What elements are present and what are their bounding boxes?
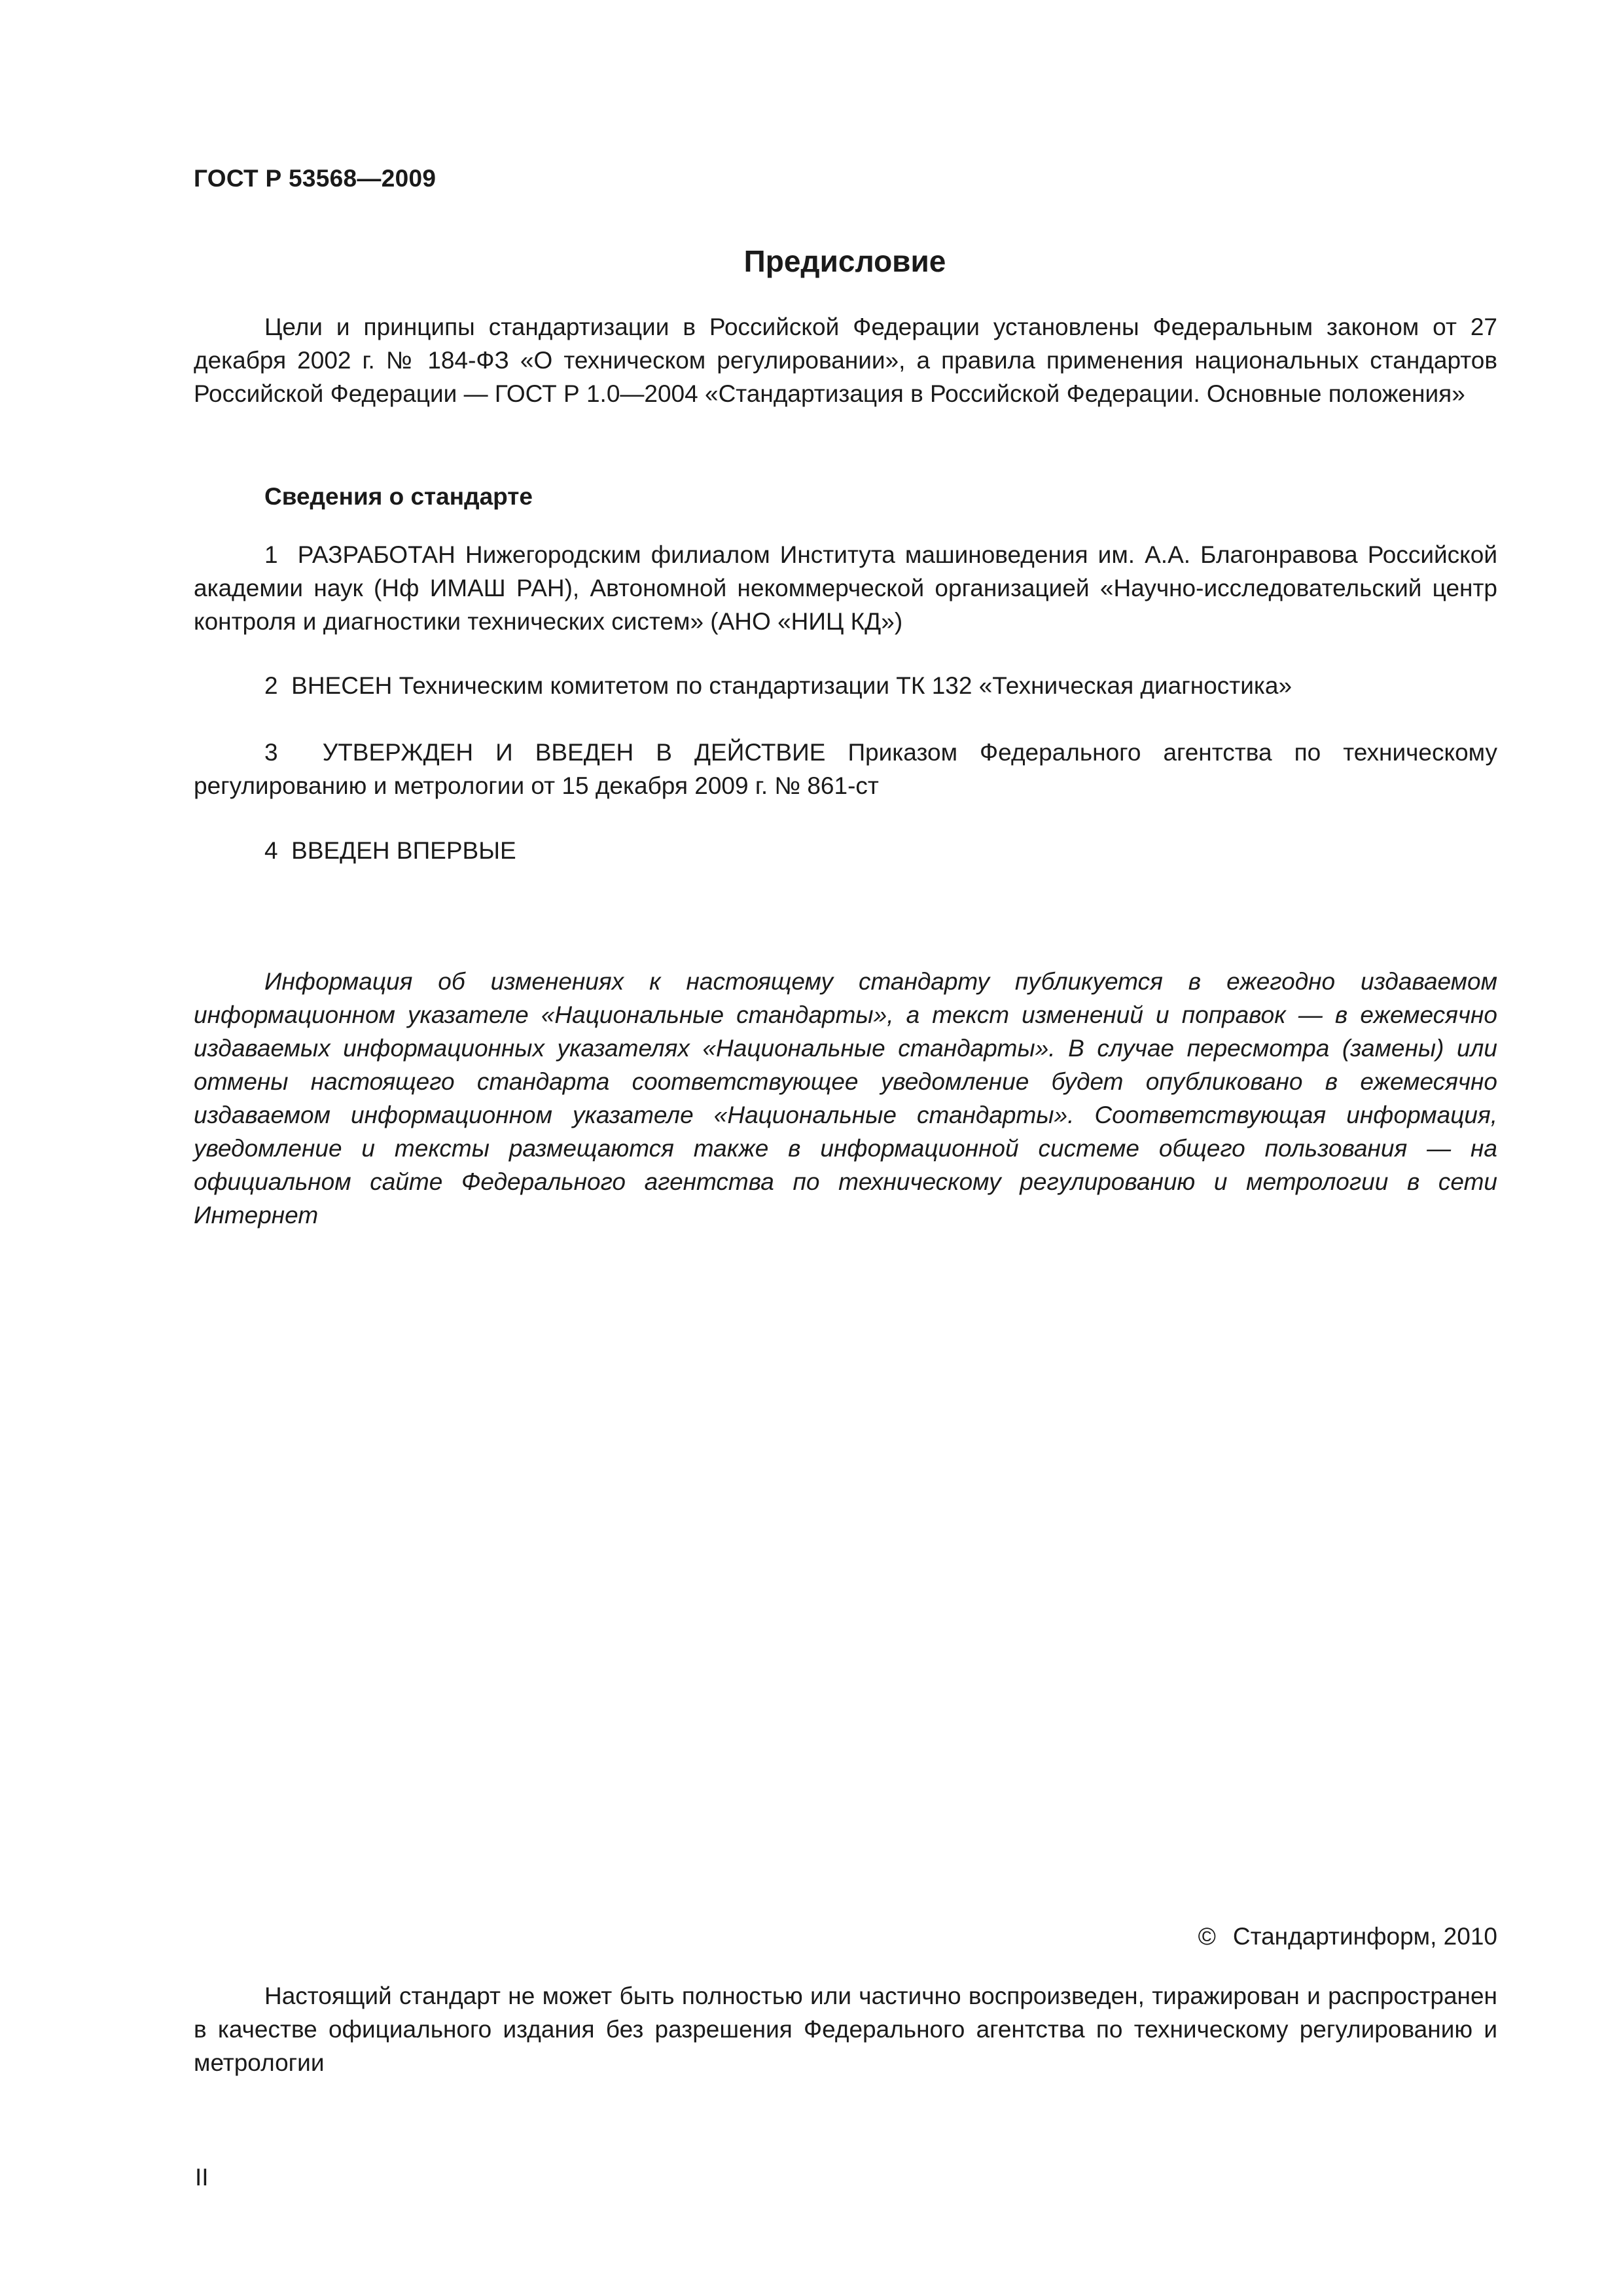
item-3-text: Приказом Федерального агентства по техническому регулированию и метрологии от 15 декабря 2009 г. № 861-ст (194, 739, 1498, 799)
item-2-number: 2 (264, 672, 278, 699)
standard-id-header: ГОСТ Р 53568—2009 (194, 165, 437, 192)
item-1-paragraph (194, 538, 1497, 638)
copyright-symbol: © (1198, 1923, 1216, 1950)
item-2-text: Техническим комитетом по стандартизации ТК 132 «Техническая диагностика» (399, 672, 1293, 699)
copyright-text: Стандартинформ, 2010 (1232, 1923, 1497, 1950)
intro-paragraph: Цели и принципы стандартизации в Российской Федерации установлены Федеральным законом от 27 декабря 2002 г. № 184-ФЗ «О техническом регулировании», а правила применения национальных стандартов Российской Федерации — ГОСТ Р 1.0—2004 «Стандартизация в Российской Федерации. Основные положения» (194, 314, 1497, 407)
item-1-label: РАЗРАБОТАН (297, 541, 455, 568)
item-2-label: ВНЕСЕН (291, 672, 393, 699)
item-1-text: Нижегородским филиалом Института машиноведения им. А.А. Благонравова Российской академии наук (Нф ИМАШ РАН), Автономной некоммерческой организацией «Научно-исследовательский центр контроля и диагностики технических систем» (АНО «НИЦ КД») (194, 541, 1498, 635)
copyright-line (1198, 1923, 1497, 1950)
page-number: II (195, 2164, 209, 2191)
item-2-paragraph (194, 669, 1497, 702)
item-4-label: ВВЕДЕН ВПЕРВЫЕ (291, 837, 516, 864)
changes-info-paragraph: Информация об изменениях к настоящему стандарту публикуется в ежегодно издаваемом информационном указателе «Национальные стандарты», а текст изменений и поправок — в ежемесячно издаваемых информационных указателях «Национальные стандарты». В случае пересмотра (замены) или отмены настоящего стандарта соответствующее уведомление будет опубликовано в ежемесячно издаваемом информационном указателе «Национальные стандарты». Соответствующая информация, уведомление и тексты размещаются также в информационной системе общего пользования — на официальном сайте Федерального агентства по техническому регулированию и метрологии в сети Интернет (194, 968, 1497, 1229)
item-4-paragraph (194, 834, 1497, 867)
item-3-label: УТВЕРЖДЕН И ВВЕДЕН В ДЕЙСТВИЕ (322, 739, 826, 766)
item-4-number: 4 (264, 837, 278, 864)
page-title: Предисловие (743, 244, 946, 278)
item-1-number: 1 (264, 541, 278, 568)
item-3-number: 3 (264, 739, 278, 766)
item-3-paragraph (194, 736, 1497, 802)
info-heading: Сведения о стандарте (264, 483, 533, 510)
reproduction-notice: Настоящий стандарт не может быть полностью или частично воспроизведен, тиражирован и распространен в качестве официального издания без разрешения Федерального агентства по техническому регулированию и метрологии (194, 1982, 1497, 2076)
